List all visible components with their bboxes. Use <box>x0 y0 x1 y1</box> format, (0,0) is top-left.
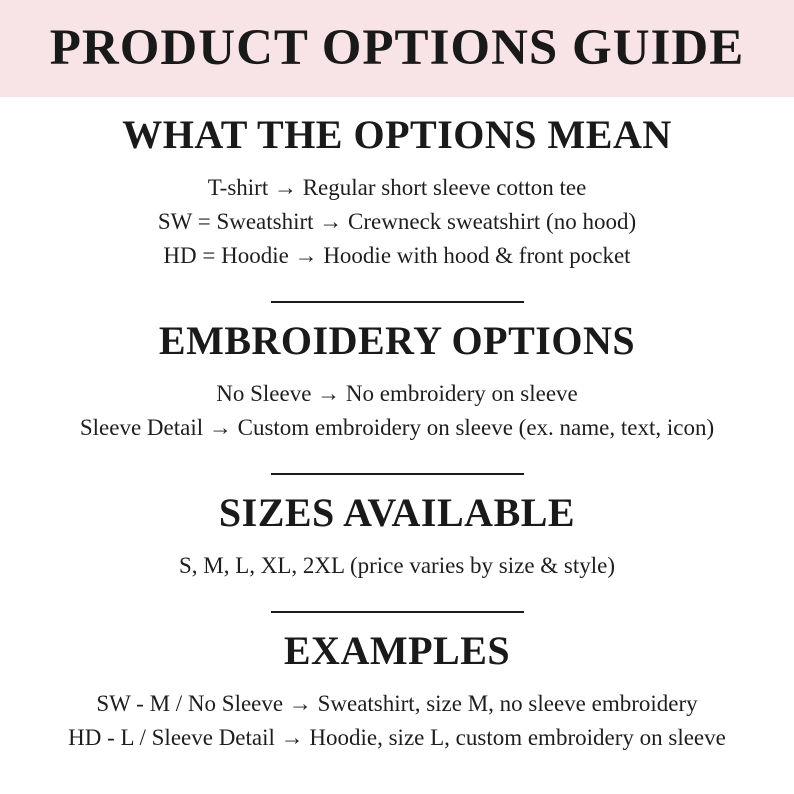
page-title: PRODUCT OPTIONS GUIDE <box>49 20 745 76</box>
section-what-options-mean <box>0 112 794 273</box>
section-lines <box>0 377 794 445</box>
section-divider <box>271 473 524 475</box>
section-lines <box>0 171 794 273</box>
guide-content <box>0 112 794 755</box>
guide-line: HD = Hoodie → Hoodie with hood & front pocket <box>163 243 631 268</box>
guide-line: No Sleeve → No embroidery on sleeve <box>216 381 578 406</box>
guide-line: Sleeve Detail → Custom embroidery on sleeve (ex. name, text, icon) <box>79 415 715 440</box>
section-heading: WHAT THE OPTIONS MEAN <box>122 112 672 157</box>
section-divider <box>271 611 524 613</box>
header-banner <box>0 0 794 97</box>
guide-line: SW - M / No Sleeve → Sweatshirt, size M, no sleeve embroidery <box>96 691 698 716</box>
section-heading: EXAMPLES <box>283 628 511 673</box>
guide-line: SW = Sweatshirt → Crewneck sweatshirt (no hood) <box>157 209 637 234</box>
section-embroidery-options <box>0 318 794 445</box>
guide-line: HD - L / Sleeve Detail → Hoodie, size L, custom embroidery on sleeve <box>68 725 726 750</box>
section-lines <box>0 549 794 583</box>
section-lines <box>0 687 794 755</box>
section-heading: SIZES AVAILABLE <box>218 490 576 535</box>
guide-line: T-shirt → Regular short sleeve cotton tee <box>207 175 587 200</box>
section-examples <box>0 628 794 755</box>
section-divider <box>271 301 524 303</box>
section-sizes-available <box>0 490 794 583</box>
guide-line: S, M, L, XL, 2XL (price varies by size & style) <box>178 553 616 578</box>
section-heading: EMBROIDERY OPTIONS <box>158 318 636 363</box>
